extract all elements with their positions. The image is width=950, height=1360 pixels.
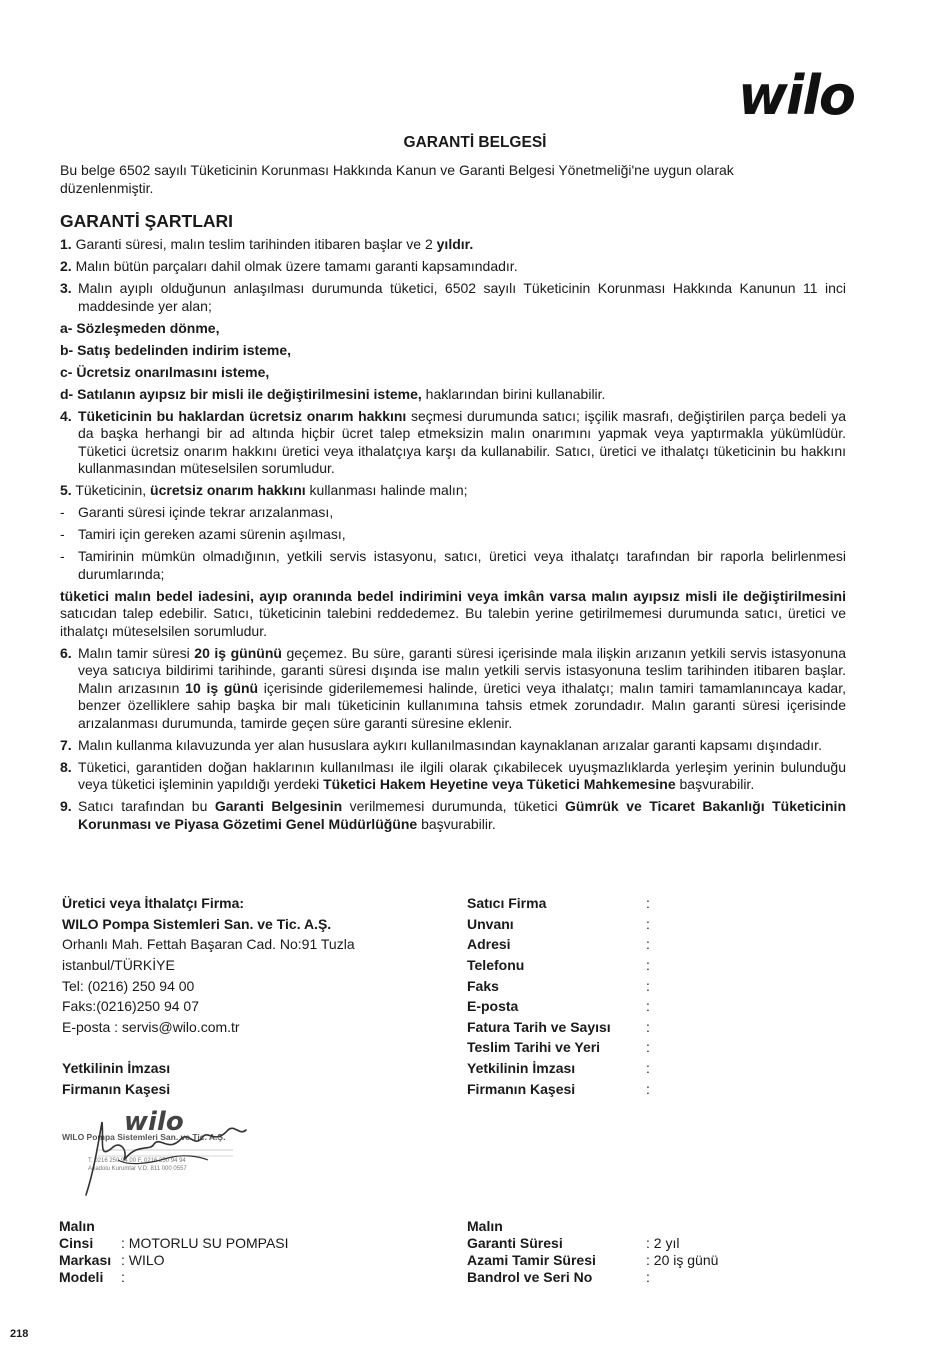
seller-signature-label: Yetkilinin İmzası xyxy=(467,1060,576,1077)
product-brand-label: Markası xyxy=(59,1251,112,1268)
seller-colon: : xyxy=(646,957,650,974)
option-c: c- Ücretsiz onarılmasını isteme, xyxy=(60,363,270,380)
term-5-remedy: tüketici malın bedel iadesini, ayıp oranında bedel indirimini veya imkân varsa malın ayıpsız misli ile değiştirilmesini satıcıdan talep edebilir. Satıcı, tüketicinin talebini reddedemez. Bu talebin yerine getirilmemesi durumunda satıcı, üretici ve ithalatçı müteselsilen sorumludur. xyxy=(60,587,846,639)
product-brand-value: : WILO xyxy=(121,1251,165,1268)
max-repair-time-value: : 20 iş günü xyxy=(646,1251,719,1268)
company-stamp-signature xyxy=(58,1100,258,1198)
page-number: 218 xyxy=(10,1328,29,1340)
manufacturer-email: E-posta : servis@wilo.com.tr xyxy=(62,1018,240,1035)
stamp-company-line: WILO Pompa Sistemleri San. ve Tic. A.Ş. xyxy=(62,1132,226,1142)
product-type-value: : MOTORLU SU POMPASI xyxy=(121,1234,289,1251)
terms-body xyxy=(60,236,846,833)
manufacturer-address-line2: istanbul/TÜRKİYE xyxy=(62,957,175,974)
product-heading: Malın xyxy=(467,1217,503,1234)
condition-2: - Tamiri için gereken azami sürenin aşılması, xyxy=(60,526,346,542)
seller-colon: : xyxy=(646,936,650,953)
seller-colon: : xyxy=(646,1018,650,1035)
product-info-right xyxy=(467,1217,718,1285)
term-5: 5. Tüketicinin, ücretsiz onarım hakkını kullanması halinde malın; xyxy=(60,482,468,498)
term-7: 7. Malın kullanma kılavuzunda yer alan hususlara aykırı kullanılmasından kaynaklanan arızalar garanti kapsamı dışındadır. xyxy=(60,736,822,753)
serial-number-value: : xyxy=(646,1268,650,1285)
seller-invoice-label: Fatura Tarih ve Sayısı xyxy=(467,1018,611,1035)
seller-colon: : xyxy=(646,1060,650,1077)
manufacturer-heading: Üretici veya İthalatçı Firma: xyxy=(62,895,245,912)
manufacturer-block xyxy=(62,893,355,1099)
product-heading: Malın xyxy=(59,1217,95,1234)
document-title: GARANTİ BELGESİ xyxy=(403,134,547,151)
manufacturer-address-line1: Orhanlı Mah. Fettah Başaran Cad. No:91 Tuzla xyxy=(62,936,355,953)
seller-colon: : xyxy=(646,998,650,1015)
product-type-label: Cinsi xyxy=(59,1234,94,1251)
term-8: 8. Tüketici, garantiden doğan haklarının kullanılması ile ilgili olarak çıkabilecek uyuşmazlıklarda yerleşim yerinin bulunduğu veya tüketici işleminin yapıldığı yerdeki Tüketici Hakem Heyetine veya Tüketici Mahkemesine başvurabilir. xyxy=(60,758,846,792)
seller-fax-label: Faks xyxy=(467,977,499,994)
manufacturer-phone: Tel: (0216) 250 94 00 xyxy=(62,977,195,994)
option-d: d- Satılanın ayıpsız bir misli ile değiştirilmesini isteme, haklarından birini kullanabilir. xyxy=(60,385,606,402)
seller-email-label: E-posta xyxy=(467,998,519,1015)
intro-text: Bu belge 6502 sayılı Tüketicinin Korunması Hakkında Kanun ve Garanti Belgesi Yönetmeliği'ne uygun olarak düzenlenmiştir. xyxy=(60,162,734,196)
option-a: a- Sözleşmeden dönme, xyxy=(60,319,220,336)
manufacturer-fax: Faks:(0216)250 94 07 xyxy=(62,998,199,1015)
seller-address-label: Adresi xyxy=(467,936,511,953)
seller-colon: : xyxy=(646,1080,650,1097)
seller-colon: : xyxy=(646,977,650,994)
product-model-label: Modeli xyxy=(59,1268,104,1285)
manufacturer-signature-label: Yetkilinin İmzası xyxy=(62,1060,171,1077)
stamp-tax-line: Anadolu Kurumlar V.D. 811 000 0557 xyxy=(88,1166,187,1172)
product-info-left xyxy=(59,1217,289,1285)
seller-title-label: Unvanı xyxy=(467,915,514,932)
term-2: 2. Malın bütün parçaları dahil olmak üzere tamamı garanti kapsamındadır. xyxy=(60,258,518,274)
seller-colon: : xyxy=(646,1039,650,1056)
term-1: 1. Garanti süresi, malın teslim tarihinden itibaren başlar ve 2 yıldır. xyxy=(60,236,474,252)
term-6: 6. Malın tamir süresi 20 iş gününü geçemez. Bu süre, garanti süresi içerisinde mala ilişkin arızanın yetkili servis istasyonuna veya satıcıya bildirimi tarihinde, garanti süresi dışında ise malın yetkili servis istasyonuna teslim tarihinden itibaren başlar. Malın arızasının 10 iş günü içerisinde giderilememesi halinde, üretici veya ithalatçı; malın tamiri tamamlanıncaya kadar, benzer özelliklere sahip başka bir malı tüketicinin kullanımına tahsis etmek zorundadır. Malın garanti süresi içerisinde arızalanması durumunda, tamirde geçen süre garanti süresine eklenir. xyxy=(60,644,846,731)
seller-delivery-label: Teslim Tarihi ve Yeri xyxy=(467,1039,601,1056)
stamp-phone-line: T. 0216 250 94 00 F. 0216 250 94 94 xyxy=(88,1158,186,1164)
seller-stamp-label: Firmanın Kaşesi xyxy=(467,1080,576,1097)
seller-firm-label: Satıcı Firma xyxy=(467,895,547,912)
term-3: 3. Malın ayıplı olduğunun anlaşılması durumunda tüketici, 6502 sayılı Tüketicinin Korunması Hakkında Kanunun 11 inci maddesinde yer alan; xyxy=(60,280,846,314)
product-model-value: : xyxy=(121,1268,125,1285)
manufacturer-stamp-label: Firmanın Kaşesi xyxy=(62,1080,171,1097)
stamp-logo: wilo xyxy=(124,1107,184,1137)
seller-block xyxy=(467,893,650,1099)
manufacturer-name: WILO Pompa Sistemleri San. ve Tic. A.Ş. xyxy=(62,915,332,932)
wilo-logo: wilo xyxy=(738,64,855,127)
term-9: 9. Satıcı tarafından bu Garanti Belgesinin verilmemesi durumunda, tüketici Gümrük ve Ticaret Bakanlığı Tüketicinin Korunması ve Piyasa Gözetimi Genel Müdürlüğüne başvurabilir. xyxy=(60,798,847,832)
term-4: 4. Tüketicinin bu haklardan ücretsiz onarım hakkını seçmesi durumunda satıcı; işçilik masrafı, değiştirilen parça bedeli ya da başka herhangi bir ad altında hiçbir ücret talep etmeksizin malın onarımını yapmak veya yaptırmakla yükümlüdür. Tüketici ücretsiz onarım hakkını üretici veya ithalatçıya karşı da kullanabilir. Satıcı, üretici ve ithalatçı tüketicinin bu hakkını kullanmasından müteselsilen sorumludur. xyxy=(60,407,846,476)
terms-heading: GARANTİ ŞARTLARI xyxy=(60,211,234,231)
condition-3: - Tamirinin mümkün olmadığının, yetkili servis istasyonu, satıcı, üretici veya ithalatçı tarafından bir raporla belirlenmesi durumlarında; xyxy=(60,548,846,582)
seller-colon: : xyxy=(646,895,650,912)
max-repair-time-label: Azami Tamir Süresi xyxy=(467,1251,596,1268)
serial-number-label: Bandrol ve Seri No xyxy=(467,1268,593,1285)
warranty-period-value: : 2 yıl xyxy=(646,1234,680,1251)
seller-colon: : xyxy=(646,915,650,932)
condition-1: - Garanti süresi içinde tekrar arızalanması, xyxy=(60,504,334,520)
option-b: b- Satış bedelinden indirim isteme, xyxy=(60,341,292,358)
warranty-period-label: Garanti Süresi xyxy=(467,1234,563,1251)
seller-phone-label: Telefonu xyxy=(467,957,525,974)
